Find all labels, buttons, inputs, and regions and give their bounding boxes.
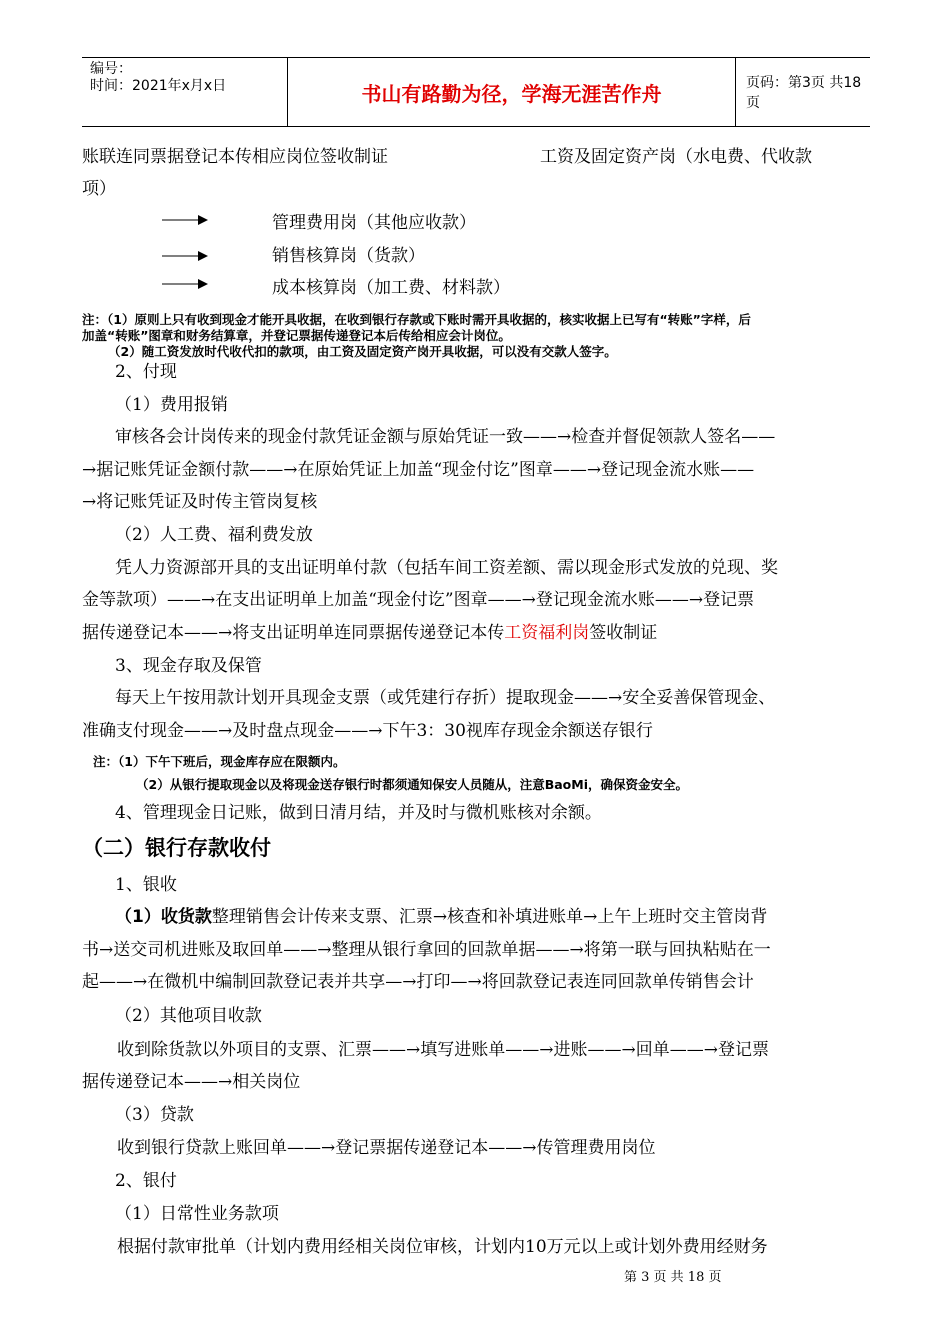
time-label: 时间：2021年x月x日 (90, 78, 227, 94)
paragraph-line (82, 617, 872, 649)
section-heading: 4、管理现金日记账，做到日清月结，并及时与微机账核对余额。 (115, 803, 602, 823)
paragraph-line: 根据付款审批单（计划内费用经相关岗位审核，计划内10万元以上或计划外费用经财务 (117, 1237, 768, 1257)
note-line: 加盖“转账”图章和财务结算章，并登记票据传递登记本后传给相应会计岗位。 (82, 328, 511, 343)
paragraph-line: 收到除货款以外项目的支票、汇票——→填写进账单——→进账——→回单——→登记票 (117, 1040, 769, 1060)
paragraph-line: 据传递登记本——→相关岗位 (82, 1072, 301, 1092)
section-heading: 3、现金存取及保管 (115, 656, 262, 676)
paragraph-line: 每天上午按用款计划开具现金支票（或凭建行存折）提取现金——→安全妥善保管现金、 (115, 688, 776, 708)
text-l1a: 账联连同票据登记本传相应岗位签收制证 (82, 147, 388, 167)
section-heading: 1、银收 (115, 875, 177, 895)
paragraph-line (115, 901, 905, 933)
subsection-heading: （1）费用报销 (115, 395, 228, 415)
subsection-heading: （3）贷款 (115, 1105, 194, 1125)
note-line: 注：（1）下午下班后，现金库存应在限额内。 (93, 754, 346, 769)
section-heading: 2、付现 (115, 362, 177, 382)
arrow-icon (162, 278, 208, 290)
header-left (90, 61, 226, 95)
subsection-heading: （2）其他项目收款 (115, 1006, 262, 1026)
subsection-heading: （2）人工费、福利费发放 (115, 525, 313, 545)
arrow-icon (162, 250, 208, 262)
page-header (82, 57, 870, 127)
paragraph-line: 金等款项）——→在支出证明单上加盖“现金付讫”图章——→登记现金流水账——→登记票 (82, 590, 755, 610)
text-l3: 管理费用岗（其他应收款） (272, 213, 476, 233)
text-l2: 项） (82, 179, 116, 199)
bold-label: （1）收货款 (115, 907, 212, 927)
text-l4: 销售核算岗（货款） (272, 246, 425, 266)
text-l5: 成本核算岗（加工费、材料款） (272, 278, 510, 298)
text-p2c-pre: 据传递登记本——→将支出证明单连同票据传递登记本传 (82, 623, 505, 643)
header-motto: 书山有路勤为径，学海无涯苦作舟 (287, 58, 736, 126)
subsection-heading: （1）日常性业务款项 (115, 1204, 279, 1224)
text-l1b: 工资及固定资产岗（水电费、代收款 (540, 147, 812, 167)
section-heading: 2、银付 (115, 1171, 177, 1191)
paragraph-line: →据记账凭证金额付款——→在原始凭证上加盖“现金付讫”图章——→登记现金流水账—— (82, 460, 755, 480)
note-line: （2）随工资发放时代收代扣的款项，由工资及固定资产岗开具收据，可以没有交款人签字。 (108, 344, 617, 359)
paragraph-line: 起——→在微机中编制回款登记表并共享—→打印—→将回款登记表连同回款单传销售会计 (82, 972, 754, 992)
text-b1-1a: 整理销售会计传来支票、汇票→核查和补填进账单→上午上班时交主管岗背 (211, 907, 768, 927)
highlight-text: 工资福利岗 (504, 623, 590, 643)
paragraph-line: →将记账凭证及时传主管岗复核 (82, 492, 318, 512)
paragraph-line: 审核各会计岗传来的现金付款凭证金额与原始凭证一致——→检查并督促领款人签名—— (115, 427, 776, 447)
arrow-icon (162, 214, 208, 226)
paragraph-line (82, 141, 872, 173)
paragraph-line: 收到银行贷款上账回单——→登记票据传递登记本——→传管理费用岗位 (117, 1138, 656, 1158)
paragraph-line: 书→送交司机进账及取回单——→整理从银行拿回的回款单据——→将第一联与回执粘贴在一 (82, 940, 771, 960)
paragraph-line: 准确支付现金——→及时盘点现金——→下午3：30视库存现金余额送存银行 (82, 721, 653, 741)
text-p2c-post: 签收制证 (589, 623, 658, 643)
paragraph-line: 凭人力资源部开具的支出证明单付款（包括车间工资差额、需以现金形式发放的兑现、奖 (115, 558, 778, 578)
chapter-heading: （二）银行存款收付 (82, 836, 271, 860)
note-line: 注：（1）原则上只有收到现金才能开具收据，在收到银行存款或下账时需开具收据的，核实收据上已写有“转账”字样，后 (82, 312, 751, 327)
header-page-info: 页码：第3页 共18页 (746, 75, 862, 111)
number-label: 编号： (90, 61, 132, 77)
note-line: （2）从银行提取现金以及将现金送存银行时都须通知保安人员随从，注意BaoMi，确保资金安全。 (136, 777, 688, 792)
page-footer: 第 3 页 共 18 页 (624, 1270, 722, 1285)
